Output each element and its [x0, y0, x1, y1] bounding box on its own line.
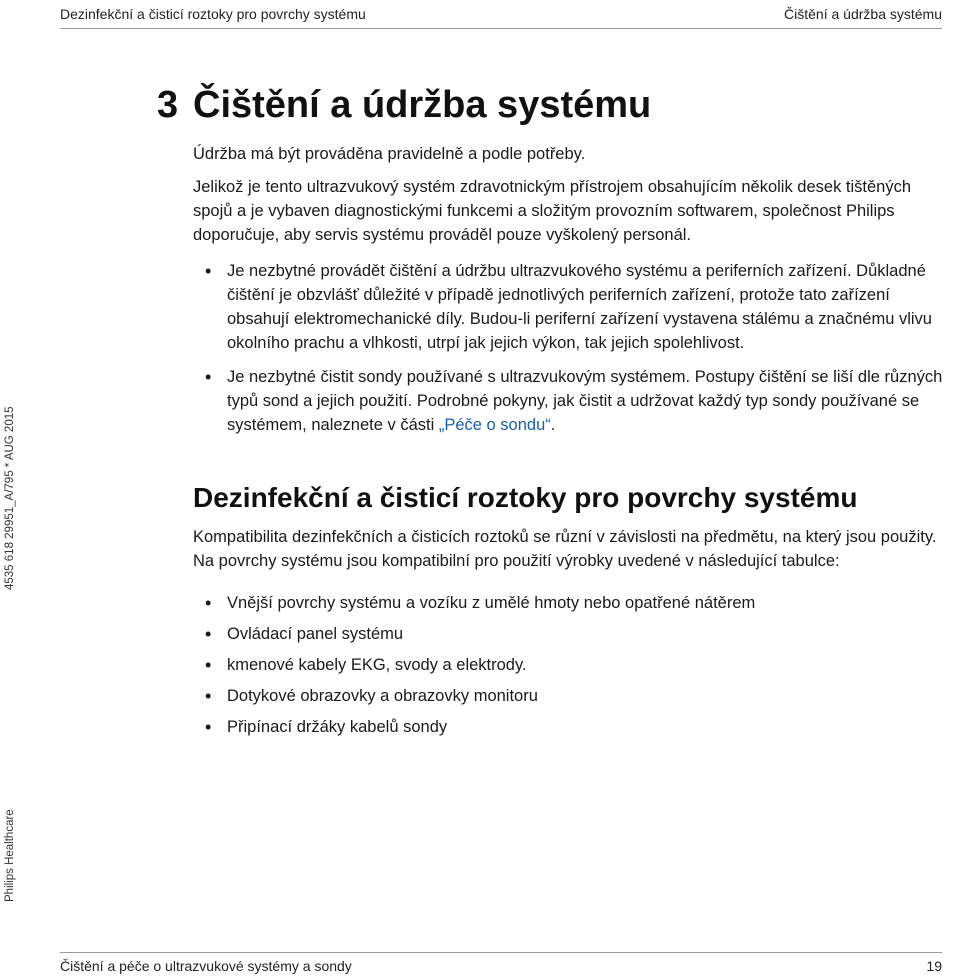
footer-rule — [60, 952, 942, 953]
section-body — [193, 525, 945, 739]
running-header-left: Dezinfekční a čisticí roztoky pro povrchy systému — [60, 6, 366, 22]
running-header-right: Čištění a údržba systému — [784, 6, 942, 22]
chapter-title: Čištění a údržba systému — [193, 84, 652, 126]
section-paragraph: Kompatibilita dezinfekčních a čisticích roztoků se různí v závislosti na předmětu, na který jsou použity. Na povrchy systému jsou kompatibilní pro použití výrobky uvedené v následující tabulce: — [193, 528, 937, 570]
chapter-number: 3 — [157, 84, 179, 126]
list-item — [193, 365, 945, 437]
probe-care-link[interactable]: „Péče o sondu“ — [438, 416, 551, 434]
list-item: • Ovládací panel systému — [193, 622, 945, 646]
bullet-text: Je nezbytné čistit sondy používané s ultrazvukovým systémem. Postupy čištění se liší dle různých typů sond a jejich použití. Podrobné pokyny, jak čistit a udržovat každý typ sondy používané se systémem, naleznete v části — [227, 368, 943, 434]
header-rule — [60, 28, 942, 29]
section-bullets — [193, 591, 945, 739]
chapter-intro: Údržba má být prováděna pravidelně a podle potřeby. — [193, 145, 586, 163]
chapter-bullets — [193, 259, 945, 437]
section-title: Dezinfekční a čisticí roztoky pro povrchy systému — [193, 482, 858, 513]
list-item — [193, 259, 945, 355]
footer-title: Čištění a péče o ultrazvukové systémy a sondy — [60, 958, 352, 974]
document-id-vertical: 4535 618 29951_A/795 * AUG 2015 — [4, 406, 16, 590]
list-item: • kmenové kabely EKG, svody a elektrody. — [193, 653, 945, 677]
list-item: • Vnější povrchy systému a vozíku z umělé hmoty nebo opatřené nátěrem — [193, 591, 945, 615]
list-item: • Připínací držáky kabelů sondy — [193, 715, 945, 739]
brand-vertical: Philips Healthcare — [4, 809, 16, 902]
list-item: • Dotykové obrazovky a obrazovky monitoru — [193, 684, 945, 708]
chapter-body — [193, 142, 945, 437]
page-number: 19 — [926, 958, 942, 974]
bullet-end: . — [550, 416, 556, 434]
chapter-paragraph: Jelikož je tento ultrazvukový systém zdravotnickým přístrojem obsahujícím několik desek tištěných spojů a je vybaven diagnostickými funkcemi a složitým provozním softwarem, společnost Philips doporučuje, aby servis systému prováděl pouze vyškolený personál. — [193, 178, 912, 244]
bullet-text: Je nezbytné provádět čištění a údržbu ultrazvukového systému a periferních zařízení. Důkladné čištění je obzvlášť důležité v případě jednotlivých periferních zařízení, protože tato zařízení obsahují elektromechanické díly. Budou-li periferní zařízení vystavena stálému a značnému vlivu okolního prachu a vlhkosti, utrpí jak jejich výkon, tak jejich spolehlivost. — [227, 262, 932, 352]
